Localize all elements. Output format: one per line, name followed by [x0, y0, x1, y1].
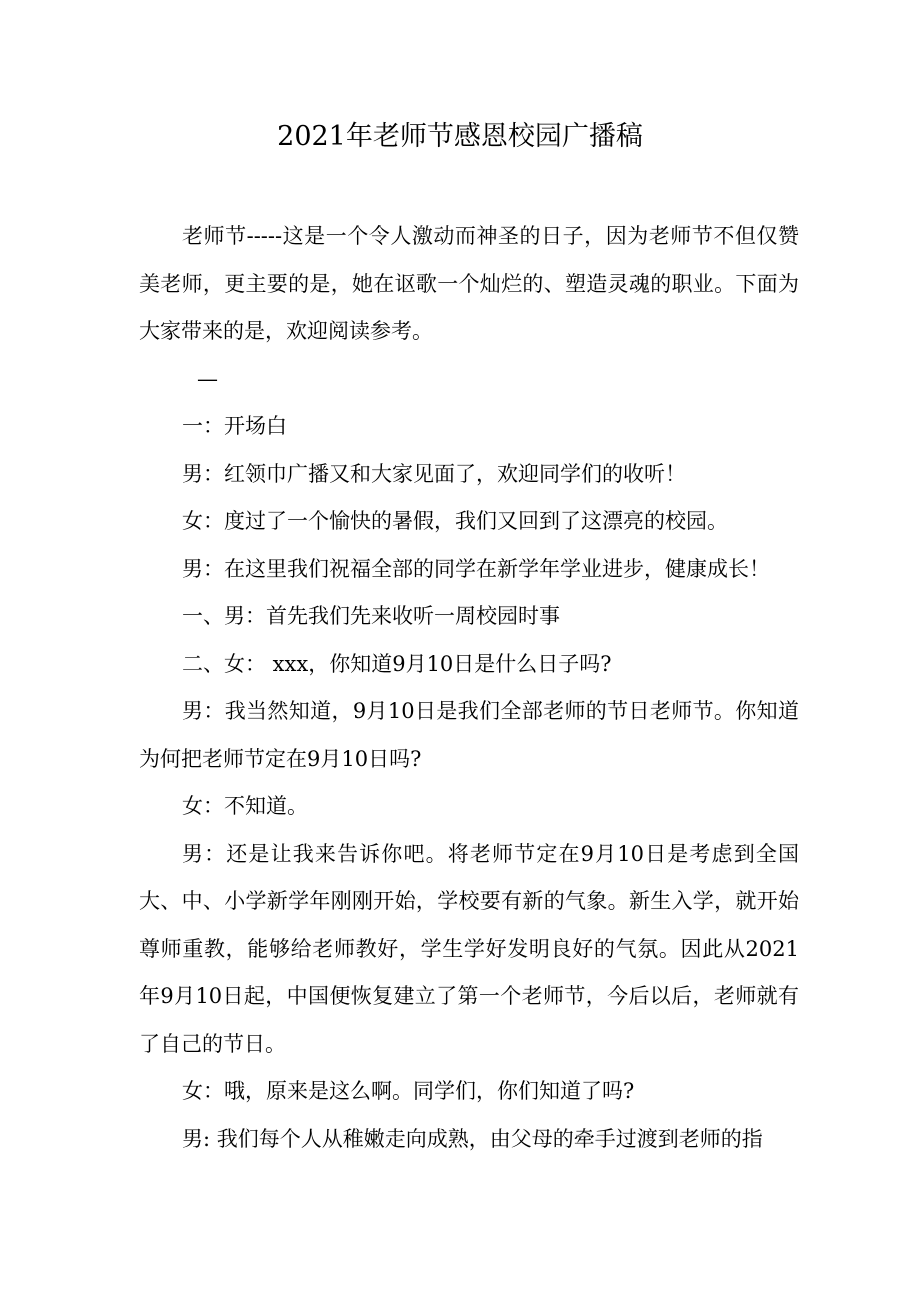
- paragraph: 男: 我们每个人从稚嫩走向成熟，由父母的牵手过渡到老师的指: [182, 1126, 763, 1151]
- document-title: 2021年老师节感恩校园广播稿: [277, 121, 643, 152]
- document-body: [139, 213, 799, 1163]
- paragraph: 二、女： xxx，你知道9月10日是什么日子吗?: [182, 651, 612, 676]
- paragraph: 一：开场白: [182, 414, 287, 438]
- intro-paragraph: 老师节-----这是一个令人激动而神圣的日子，因为老师节不但仅赞美老师，更主要的是，她在讴歌一个灿烂的、塑造灵魂的职业。下面为大家带来的是，欢迎阅读参考。: [139, 224, 799, 343]
- paragraph: 男：红领巾广播又和大家见面了，欢迎同学们的收听！: [182, 461, 686, 486]
- paragraph: 女：哦，原来是这么啊。同学们，你们知道了吗?: [182, 1079, 635, 1103]
- paragraph: 男：我当然知道，9月10日是我们全部老师的节日老师节。你知道为何把老师节定在9月10日吗?: [139, 699, 799, 771]
- paragraph: 一、男：首先我们先来收听一周校园时事: [182, 604, 560, 628]
- paragraph: 男：在这里我们祝福全部的同学在新学年学业进步，健康成长！: [182, 556, 770, 581]
- section-separator: —: [197, 366, 218, 391]
- paragraph: 女：度过了一个愉快的暑假，我们又回到了这漂亮的校园。: [182, 509, 728, 533]
- paragraph: 女：不知道。: [182, 794, 308, 818]
- paragraph: 男：还是让我来告诉你吧。将老师节定在9月10日是考虑到全国大、中、小学新学年刚刚开始，学校要有新的气象。新生入学，就开始尊师重教，能够给老师教好，学生学好发明良好的气氛。因此从2021年9月10日起，中国便恢复建立了第一个老师节，今后以后，老师就有了自己的节日。: [139, 841, 799, 1056]
